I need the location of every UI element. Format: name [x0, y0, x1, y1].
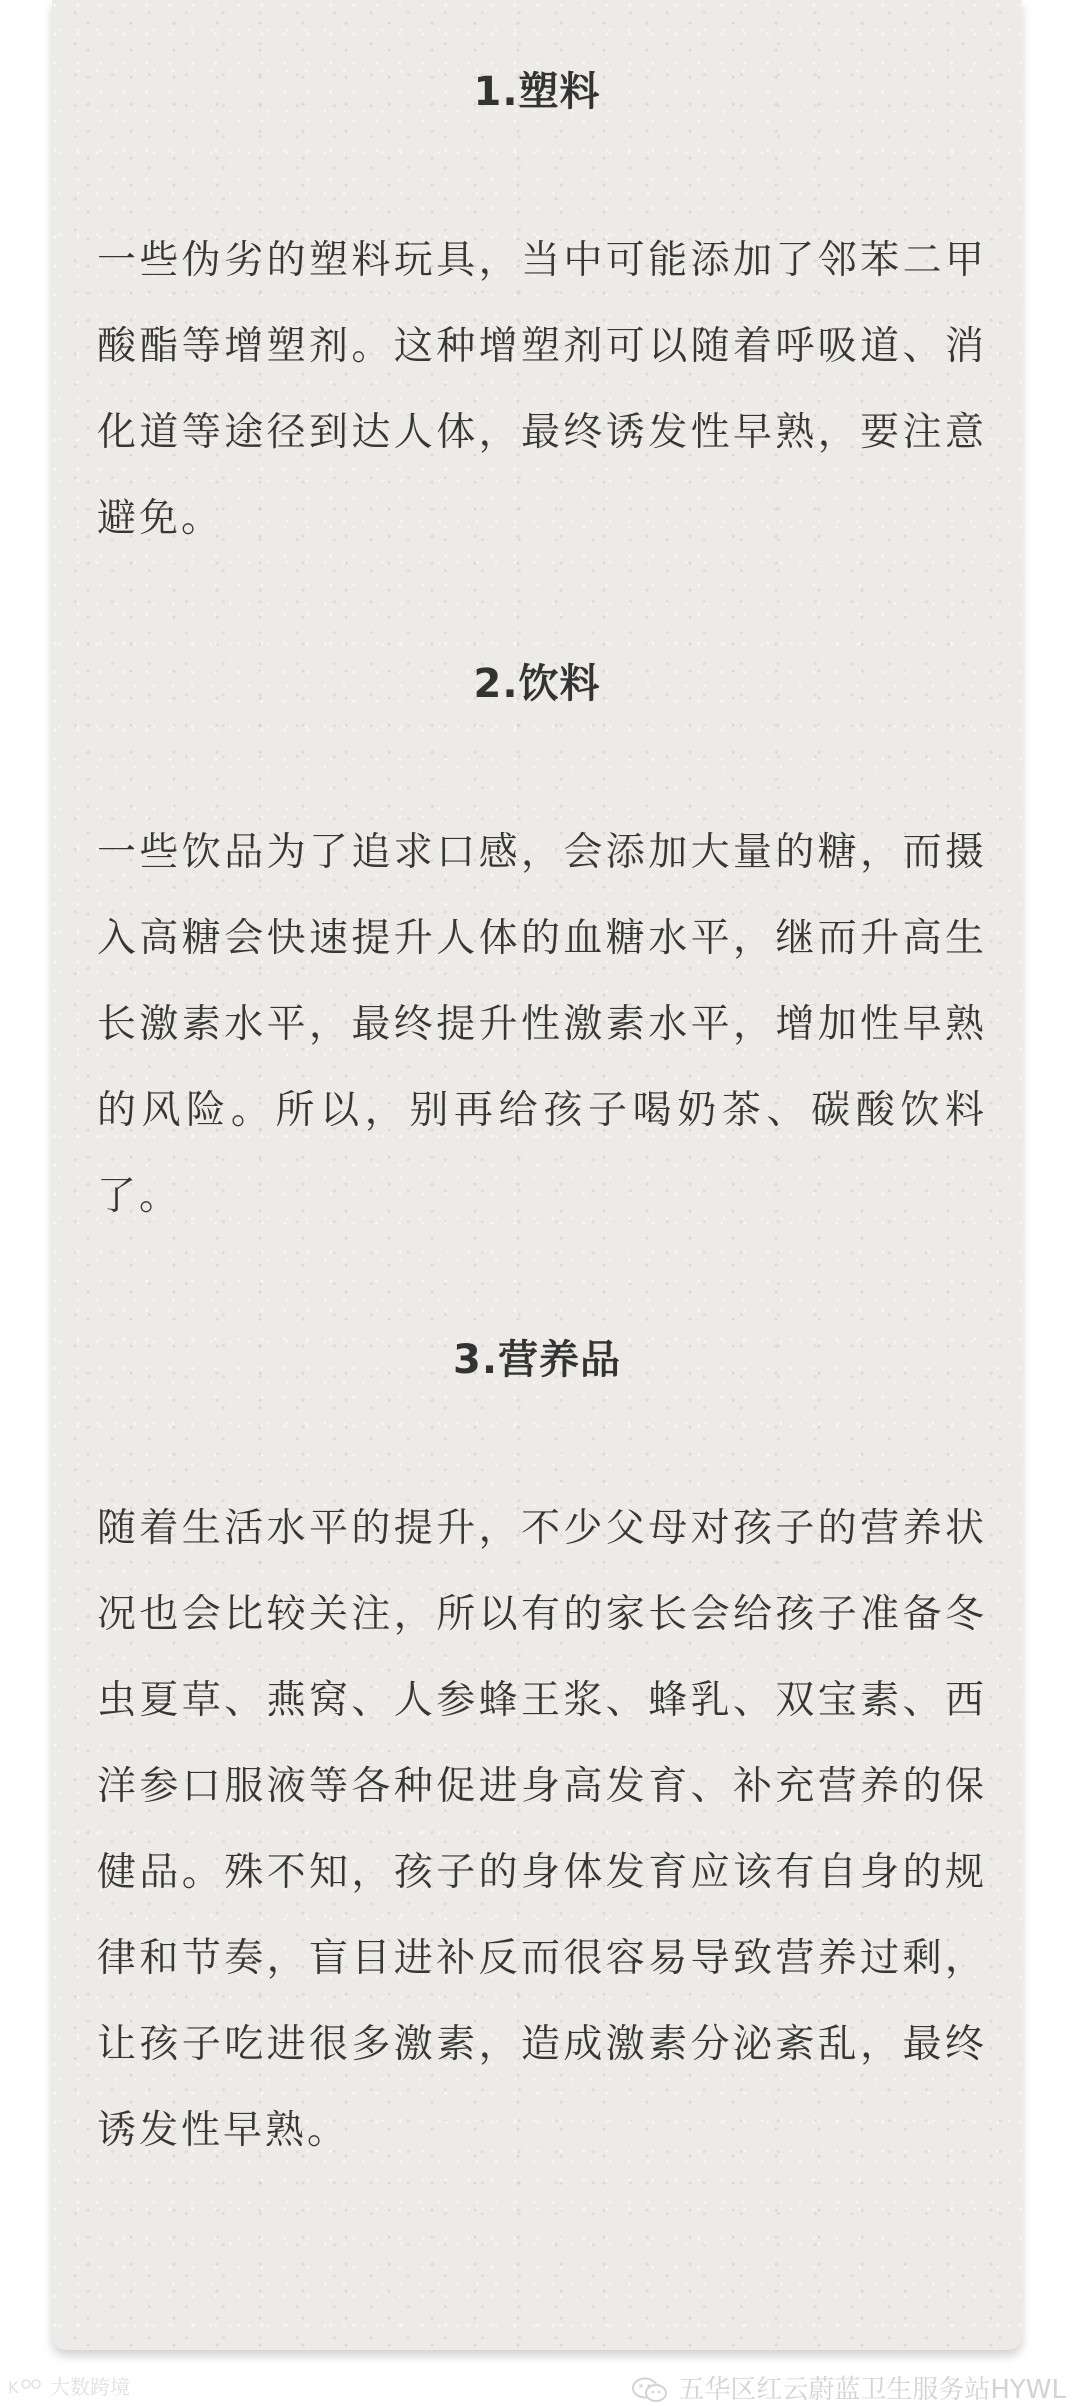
section-body-plastic: 一些伪劣的塑料玩具，当中可能添加了邻苯二甲酸酯等增塑剂。这种增塑剂可以随着呼吸道、消化道等途径到达人体，最终诱发性早熟，要注意避免。	[97, 238, 987, 541]
section-heading-supplements: 3.营养品	[452, 1337, 622, 1383]
section-body-supplements: 随着生活水平的提升，不少父母对孩子的营养状况也会比较关注，所以有的家长会给孩子准备冬虫夏草、燕窝、人参蜂王浆、蜂乳、双宝素、西洋参口服液等各种促进身高发育、补充营养的保健品。殊不知，孩子的身体发育应该有自身的规律和节奏，盲目进补反而很容易导致营养过剩，让孩子吃进很多激素，造成激素分泌紊乱，最终诱发性早熟。	[97, 1506, 987, 2153]
article-card	[52, 0, 1022, 2350]
source-watermark	[630, 2374, 1066, 2406]
section-heading-plastic: 1.塑料	[473, 69, 601, 115]
corner-logo-text: 大数跨境	[50, 2375, 130, 2399]
section-body-drinks: 一些饮品为了追求口感，会添加大量的糖，而摄入高糖会快速提升人体的血糖水平，继而升高生长激素水平，最终提升性激素水平，增加性早熟的风险。所以，别再给孩子喝奶茶、碳酸饮料了。	[97, 830, 987, 1219]
wechat-icon	[630, 2376, 670, 2404]
corner-logo	[8, 2374, 130, 2400]
watermark-text: 五华区红云蔚蓝卫生服务站HYWL	[678, 2375, 1066, 2405]
svg-text:K: K	[8, 2378, 19, 2397]
kol-logo-icon	[8, 2376, 44, 2398]
section-heading-drinks: 2.饮料	[473, 661, 601, 707]
